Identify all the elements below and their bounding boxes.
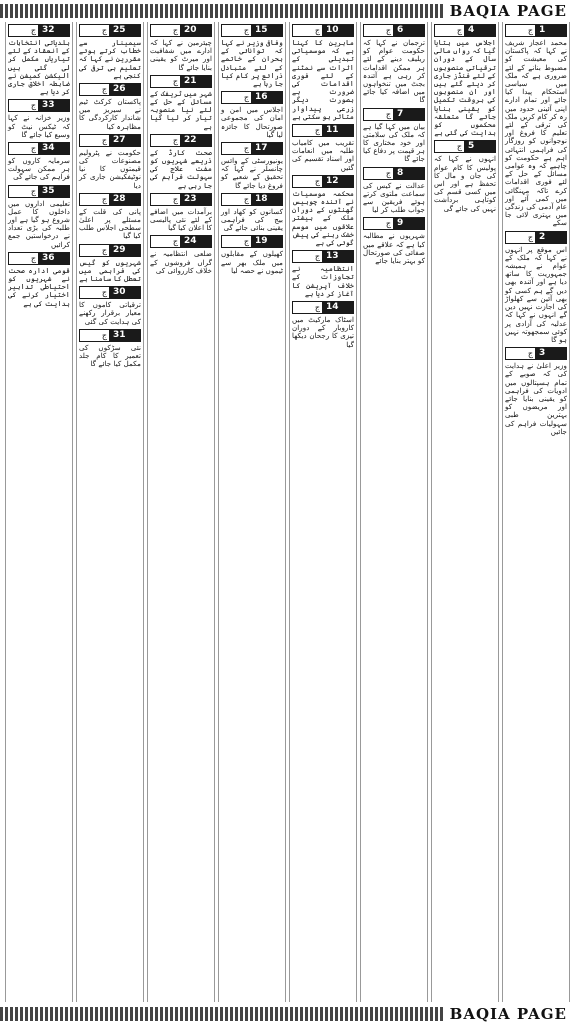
- item-number: 4: [465, 24, 496, 37]
- item-text: چیئرمین نے کہا کہ ادارے میں شفافیت اور میرٹ کو یقینی بنایا جائے گا: [150, 38, 212, 72]
- item-tag: ج: [292, 175, 323, 188]
- item-tag: ج: [505, 231, 536, 244]
- banner-strip: [0, 4, 444, 18]
- news-column: [289, 22, 357, 1002]
- item-tag: ج: [150, 75, 181, 88]
- item-text: اجلاس میں امن و امان کی مجموعی صورتحال کا جائزہ لیا گیا: [221, 105, 283, 139]
- item-text: اس موقع پر انہوں نے کہا کہ ملک کے عوام نے ہمیشہ جمہوریت کا ساتھ دیا ہے اور آئندہ بھی دیں گے ہم کسی کو بھی آئین سے کھلواڑ کی اجازت نہیں دیں گے انہوں نے کہا کہ عدلیہ کی آزادی پر کوئی سمجھوتہ نہیں ہو گا: [505, 244, 567, 344]
- item-text: سرمایہ کاروں کو ہر ممکن سہولت فراہم کی جائے گی: [8, 156, 70, 182]
- item-number: 2: [536, 231, 567, 244]
- item-header: [150, 134, 212, 147]
- news-item: [8, 142, 70, 182]
- item-header: [363, 167, 425, 180]
- news-column: [76, 22, 144, 1002]
- item-header: [363, 217, 425, 230]
- item-header: [79, 329, 141, 342]
- news-item: [292, 301, 354, 349]
- item-number: 3: [536, 347, 567, 360]
- news-item: [292, 24, 354, 121]
- item-header: [8, 99, 70, 112]
- top-banner: [0, 0, 573, 22]
- item-header: [363, 24, 425, 37]
- item-text: تعلیمی اداروں میں داخلوں کا عمل شروع ہو گیا ہے اور طلبہ کی بڑی تعداد نے درخواستیں جمع کرائیں: [8, 198, 70, 249]
- item-text: بیان میں کہا گیا ہے کہ ملک کی سلامتی اور خود مختاری کا ہر قیمت پر دفاع کیا جائے گا: [363, 121, 425, 164]
- item-tag: ج: [505, 24, 536, 37]
- news-item: [221, 24, 283, 88]
- item-number: 35: [39, 185, 70, 198]
- item-tag: ج: [363, 24, 394, 37]
- page-footer-title: BAQIA PAGE: [449, 1004, 567, 1023]
- item-tag: ج: [79, 286, 110, 299]
- item-text: اسٹاک مارکیٹ میں کاروبار کے دوران تیزی کا رجحان دیکھا گیا: [292, 315, 354, 349]
- news-column: [218, 22, 286, 1002]
- item-header: [505, 347, 567, 360]
- item-number: 1: [536, 24, 567, 37]
- news-item: [363, 217, 425, 265]
- news-item: [8, 24, 70, 96]
- news-item: [292, 250, 354, 298]
- item-number: 22: [181, 134, 212, 147]
- columns-grid: [3, 22, 570, 1002]
- item-number: 19: [252, 235, 283, 248]
- item-number: 10: [323, 24, 354, 37]
- item-number: 23: [181, 193, 212, 206]
- item-header: [221, 24, 283, 37]
- item-number: 8: [394, 167, 425, 180]
- item-number: 12: [323, 175, 354, 188]
- news-item: [221, 235, 283, 275]
- item-number: 34: [39, 142, 70, 155]
- item-number: 26: [110, 83, 141, 96]
- item-text: ترجمان نے کہا کہ حکومت عوام کو ریلیف دینے کے لئے ہر ممکن اقدامات کر رہی ہے آئندہ بجٹ میں تنخواہوں میں اضافہ کیا جائے گا: [363, 38, 425, 105]
- item-number: 31: [110, 329, 141, 342]
- item-text: محمد اعجاز شریف نے کہا کہ پاکستان کی معیشت کو مضبوط بنانے کے لئے ضروری ہے کہ ملک میں سیاسی استحکام پیدا کیا جائے اور تمام ادارے اپنی آئینی حدود میں رہ کر کام کریں ملک کی ترقی کے لئے تعلیم کا فروغ اور نوجوانوں کو روزگار کی فراہمی انتہائی اہم ہے حکومت کو چاہیے کہ وہ عوامی مسائل کے حل کے لئے فوری اقدامات کرے تاکہ مہنگائی میں کمی آئے اور عام آدمی کی زندگی میں بہتری لائی جا سکے: [505, 38, 567, 228]
- news-item: [292, 175, 354, 247]
- item-tag: ج: [8, 99, 39, 112]
- item-header: [292, 124, 354, 137]
- news-column: [431, 22, 499, 1002]
- item-tag: ج: [79, 329, 110, 342]
- item-tag: ج: [292, 124, 323, 137]
- item-text: ضلعی انتظامیہ نے گراں فروشوں کے خلاف کارروائی کی: [150, 249, 212, 275]
- item-text: بلدیاتی انتخابات کے انعقاد کے لئے تیاریاں مکمل کر لی گئی ہیں الیکشن کمیشن نے ضابطہ اخلاق جاری کر دیا ہے: [8, 38, 70, 97]
- item-tag: ج: [79, 193, 110, 206]
- item-tag: ج: [150, 24, 181, 37]
- item-text: حکومت نے پٹرولیم مصنوعات کی قیمتوں کا نیا نوٹیفکیشن جاری کر دیا: [79, 147, 141, 190]
- news-item: [434, 24, 496, 137]
- news-item: [79, 24, 141, 80]
- item-tag: ج: [8, 142, 39, 155]
- item-header: [434, 24, 496, 37]
- item-number: 9: [394, 217, 425, 230]
- news-item: [8, 99, 70, 139]
- item-tag: ج: [8, 252, 39, 265]
- item-header: [150, 24, 212, 37]
- item-text: سیمینار سے خطاب کرتے ہوئے مقررین نے کہا کہ تعلیم ہی ترقی کی کنجی ہے: [79, 38, 141, 80]
- news-item: [505, 231, 567, 344]
- item-header: [434, 140, 496, 153]
- item-header: [8, 185, 70, 198]
- news-item: [505, 24, 567, 228]
- item-header: [79, 286, 141, 299]
- item-tag: ج: [434, 24, 465, 37]
- item-text: ماہرین کا کہنا ہے کہ موسمیاتی تبدیلی کے اثرات سے نمٹنے کے لئے فوری اقدامات کی ضرورت ہے بصورت دیگر زرعی پیداوار متاثر ہو سکتی ہے: [292, 38, 354, 121]
- item-tag: ج: [363, 217, 394, 230]
- item-number: 6: [394, 24, 425, 37]
- item-tag: ج: [79, 83, 110, 96]
- news-item: [363, 108, 425, 164]
- item-header: [150, 75, 212, 88]
- item-header: [8, 142, 70, 155]
- news-item: [150, 134, 212, 190]
- item-text: اجلاس میں بتایا گیا کہ رواں مالی سال کے دوران ترقیاتی منصوبوں کے لئے فنڈز جاری کر دیئے گئے ہیں اور ان منصوبوں کی بروقت تکمیل کو یقینی بنایا جائے گا متعلقہ محکموں کو ہدایت کی گئی ہے: [434, 38, 496, 138]
- item-header: [79, 193, 141, 206]
- item-number: 13: [323, 250, 354, 263]
- news-item: [221, 142, 283, 190]
- news-column: [147, 22, 215, 1002]
- item-tag: ج: [363, 108, 394, 121]
- news-item: [505, 347, 567, 436]
- bottom-banner: [0, 1003, 573, 1024]
- item-header: [79, 83, 141, 96]
- item-header: [150, 235, 212, 248]
- news-column: [5, 22, 73, 1002]
- news-item: [79, 193, 141, 241]
- item-text: نئی سڑکوں کی تعمیر کا کام جلد مکمل کیا جائے گا: [79, 342, 141, 369]
- item-header: [363, 108, 425, 121]
- item-text: وزیر خزانہ نے کہا کہ ٹیکس نیٹ کو وسیع کیا جائے گا: [8, 113, 70, 139]
- banner-strip: [0, 1007, 444, 1021]
- item-number: 25: [110, 24, 141, 37]
- item-text: کھیلوں کے مقابلوں میں ملک بھر سے ٹیموں نے حصہ لیا: [221, 249, 283, 275]
- item-text: کسانوں کو کھاد اور بیج کی فراہمی یقینی بنائی جائے گی: [221, 206, 283, 233]
- item-header: [150, 193, 212, 206]
- item-header: [79, 24, 141, 37]
- item-number: 7: [394, 108, 425, 121]
- item-text: تقریب میں کامیاب طلبہ میں انعامات اور اسناد تقسیم کی گئیں: [292, 138, 354, 172]
- item-tag: ج: [292, 24, 323, 37]
- item-tag: ج: [363, 167, 394, 180]
- item-tag: ج: [221, 142, 252, 155]
- item-header: [8, 252, 70, 265]
- news-item: [79, 329, 141, 369]
- news-column: [502, 22, 570, 1002]
- news-item: [363, 167, 425, 215]
- news-item: [79, 83, 141, 131]
- item-header: [292, 24, 354, 37]
- item-header: [292, 250, 354, 263]
- item-text: شہریوں کو گیس کی فراہمی میں تعطل کا سامنا ہے: [79, 257, 141, 284]
- news-item: [434, 140, 496, 212]
- item-header: [221, 193, 283, 206]
- item-number: 27: [110, 134, 141, 147]
- news-item: [292, 124, 354, 172]
- item-header: [292, 175, 354, 188]
- item-text: محکمہ موسمیات نے آئندہ چوبیس گھنٹوں کے دوران ملک کے بیشتر علاقوں میں موسم خشک رہنے کی پیش گوئی کی ہے: [292, 188, 354, 248]
- item-number: 32: [39, 24, 70, 37]
- item-tag: ج: [150, 193, 181, 206]
- news-column: [360, 22, 428, 1002]
- item-tag: ج: [292, 250, 323, 263]
- news-item: [8, 252, 70, 308]
- news-item: [79, 244, 141, 284]
- item-number: 28: [110, 193, 141, 206]
- item-text: انہوں نے کہا کہ پولیس کا کام عوام کی جان و مال کا تحفظ ہے اور اس میں کسی قسم کی کوتاہی برداشت نہیں کی جائے گی: [434, 154, 496, 213]
- item-text: وفاقی وزیر نے کہا کہ توانائی کے بحران کے خاتمے کے لئے متبادل ذرائع پر کام کیا جا رہا ہے: [221, 38, 283, 89]
- item-header: [221, 142, 283, 155]
- item-number: 24: [181, 235, 212, 248]
- item-tag: ج: [8, 185, 39, 198]
- item-text: صحت کارڈ کے ذریعے شہریوں کو مفت علاج کی سہولت فراہم کی جا رہی ہے: [150, 147, 212, 190]
- item-number: 11: [323, 124, 354, 137]
- item-header: [292, 301, 354, 314]
- item-text: عدالت نے کیس کی سماعت ملتوی کرتے ہوئے فریقین سے جواب طلب کر لیا: [363, 180, 425, 215]
- item-number: 14: [323, 301, 354, 314]
- item-text: شہر میں ٹریفک کے مسائل کے حل کے لئے نیا منصوبہ تیار کر لیا گیا ہے: [150, 88, 212, 131]
- item-tag: ج: [221, 24, 252, 37]
- item-number: 30: [110, 286, 141, 299]
- item-tag: ج: [79, 244, 110, 257]
- news-item: [79, 134, 141, 190]
- item-number: 5: [465, 140, 496, 153]
- news-item: [150, 75, 212, 131]
- item-tag: ج: [8, 24, 39, 37]
- item-text: ترقیاتی کاموں کا معیار برقرار رکھنے کی ہدایت کی گئی: [79, 300, 141, 326]
- news-item: [8, 185, 70, 249]
- item-tag: ج: [150, 235, 181, 248]
- item-tag: ج: [221, 91, 252, 104]
- item-text: پانی کی قلت کے مسئلے پر اعلیٰ سطحی اجلاس طلب کیا گیا: [79, 206, 141, 241]
- news-item: [221, 193, 283, 233]
- item-header: [221, 235, 283, 248]
- item-number: 15: [252, 24, 283, 37]
- item-header: [8, 24, 70, 37]
- item-number: 17: [252, 142, 283, 155]
- page-title: BAQIA PAGE: [449, 2, 567, 20]
- item-text: قومی ادارہ صحت نے شہریوں کو احتیاطی تدابیر اختیار کرنے کی ہدایت کی ہے: [8, 265, 70, 308]
- item-tag: ج: [79, 24, 110, 37]
- item-header: [505, 24, 567, 37]
- news-item: [150, 193, 212, 233]
- item-number: 16: [252, 91, 283, 104]
- item-tag: ج: [221, 193, 252, 206]
- item-header: [79, 134, 141, 147]
- item-header: [505, 231, 567, 244]
- item-number: 18: [252, 193, 283, 206]
- item-header: [79, 244, 141, 257]
- item-tag: ج: [150, 134, 181, 147]
- item-text: یونیورسٹی کے وائس چانسلر نے کہا کہ تحقیق کے شعبے کو فروغ دیا جائے گا: [221, 156, 283, 190]
- item-header: [221, 91, 283, 104]
- item-tag: ج: [505, 347, 536, 360]
- item-tag: ج: [292, 301, 323, 314]
- item-number: 20: [181, 24, 212, 37]
- news-item: [150, 24, 212, 72]
- item-text: وزیر اعلیٰ نے ہدایت کی کہ صوبے کے تمام ہسپتالوں میں ادویات کی فراہمی کو یقینی بنایا جائے اور مریضوں کو بہترین طبی سہولیات فراہم کی جائیں: [505, 361, 567, 436]
- item-number: 33: [39, 99, 70, 112]
- item-tag: ج: [434, 140, 465, 153]
- item-tag: ج: [221, 235, 252, 248]
- item-text: انتظامیہ نے تجاوزات کے خلاف آپریشن کا آغاز کر دیا ہے: [292, 264, 354, 298]
- item-tag: ج: [79, 134, 110, 147]
- item-number: 29: [110, 244, 141, 257]
- item-text: برآمدات میں اضافے کے لئے نئی پالیسی کا اعلان کیا گیا: [150, 206, 212, 233]
- item-text: شہریوں نے مطالبہ کیا ہے کہ علاقے میں صفائی کی صورتحال کو بہتر بنایا جائے: [363, 231, 425, 266]
- news-item: [221, 91, 283, 139]
- item-text: پاکستان کرکٹ ٹیم نے سیریز میں شاندار کارکردگی کا مظاہرہ کیا: [79, 97, 141, 131]
- news-item: [363, 24, 425, 105]
- news-item: [79, 286, 141, 326]
- item-number: 36: [39, 252, 70, 265]
- item-number: 21: [181, 75, 212, 88]
- news-item: [150, 235, 212, 275]
